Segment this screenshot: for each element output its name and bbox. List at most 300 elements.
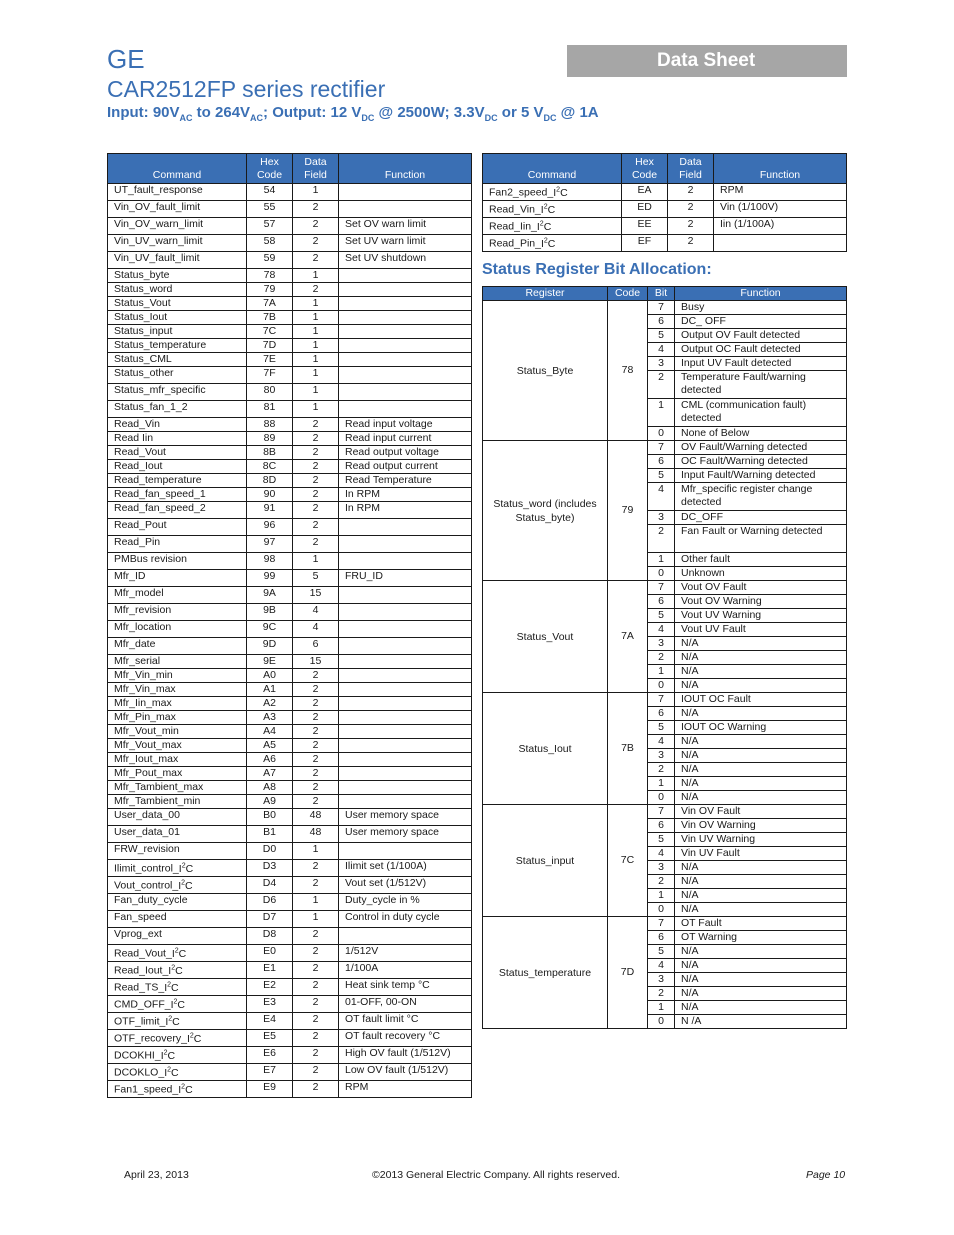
command-cell [108,353,247,367]
bit-function: N/A [675,903,847,917]
command-row [108,945,472,962]
command-row [108,1064,472,1081]
command-name: OTF_recovery_ [114,1032,187,1045]
command-name: Read_fan_speed_2 [114,502,206,514]
bit-function: Input Fault/Warning detected [675,469,847,483]
function-cell [339,767,472,781]
data-field-cell: 2 [293,1047,339,1064]
command-row [108,711,472,725]
command-cell [108,218,247,235]
product-title: CAR2512FP series rectifier [107,76,386,102]
function-cell: RPM [714,184,847,201]
bit-function: None of Below [675,427,847,441]
command-name: PMBus revision [114,553,187,565]
col-function: Function [714,154,847,184]
hex-code-cell: D0 [247,843,293,860]
command-cell [108,826,247,843]
data-field-cell: 2 [293,418,339,432]
command-name: User_data_01 [114,826,180,838]
command-name: Status_byte [114,269,170,281]
command-cell [483,235,622,252]
col-code: Code [608,287,648,301]
command-row [108,979,472,996]
command-name: Fan_speed [114,911,167,923]
command-row [108,553,472,570]
command-name: Read_Iout_ [114,964,169,977]
i2c-suffix: $I^2C$ [540,203,556,216]
register-code: 78 [608,301,648,441]
function-cell: High OV fault (1/512V) [339,1047,472,1064]
command-cell [108,795,247,809]
bit-number: 2 [648,525,675,553]
command-cell [108,384,247,401]
data-field-cell: 1 [293,894,339,911]
command-cell [108,1047,247,1064]
bit-function: N/A [675,749,847,763]
hex-code-cell: 98 [247,553,293,570]
status-bit-row [483,693,847,707]
hex-code-cell: E4 [247,1013,293,1030]
register-code: 7C [608,805,648,917]
command-name: Read_Vout_ [114,947,172,960]
command-cell [108,860,247,877]
function-cell: Heat sink temp °C [339,979,472,996]
hex-code-cell: E9 [247,1081,293,1098]
bit-number: 2 [648,763,675,777]
bit-number: 4 [648,847,675,861]
data-field-cell: 15 [293,655,339,669]
command-cell [108,570,247,587]
function-cell [339,384,472,401]
function-cell [339,536,472,553]
bit-function: N/A [675,777,847,791]
command-name: DCOKHI_ [114,1049,161,1062]
command-name: Mfr_Vin_min [114,669,173,681]
bit-function: Vout UV Warning [675,609,847,623]
hex-code-cell: EE [622,218,668,235]
command-cell [108,962,247,979]
bit-function: Vout UV Fault [675,623,847,637]
hex-code-cell: 58 [247,235,293,252]
command-row [108,401,472,418]
i2c-suffix: $I^2C$ [160,1049,176,1062]
command-cell [108,711,247,725]
bit-number: 3 [648,749,675,763]
function-cell: Read Temperature [339,474,472,488]
register-name: Status_word (includes Status_byte) [483,441,608,581]
bit-number: 3 [648,357,675,371]
bit-number: 5 [648,609,675,623]
data-field-cell: 2 [293,945,339,962]
bit-function: Temperature Fault/warning detected [675,371,847,399]
bit-function: N/A [675,791,847,805]
data-field-cell: 2 [293,446,339,460]
hex-code-cell: 54 [247,184,293,201]
command-name: Status_CML [114,353,172,365]
function-cell [339,753,472,767]
hex-code-cell: 7C [247,325,293,339]
command-cell [108,655,247,669]
data-field-cell: 2 [293,669,339,683]
function-cell [339,781,472,795]
function-cell [339,519,472,536]
hex-code-cell: 8D [247,474,293,488]
command-row [108,570,472,587]
status-bit-row [483,805,847,819]
hex-code-cell: E6 [247,1047,293,1064]
bit-number: 4 [648,343,675,357]
footer-date: April 23, 2013 [124,1169,189,1181]
register-name: Status_Iout [483,693,608,805]
data-field-cell: 2 [293,474,339,488]
command-cell [108,725,247,739]
command-cell [108,928,247,945]
bit-number: 5 [648,833,675,847]
data-field-cell: 2 [293,502,339,519]
command-row [108,894,472,911]
bit-function: Mfr_specific register change detected [675,483,847,511]
bit-number: 6 [648,455,675,469]
bit-number: 4 [648,735,675,749]
function-cell: In RPM [339,488,472,502]
data-field-cell: 2 [293,460,339,474]
command-row [108,446,472,460]
command-row [108,767,472,781]
col-data-field: Data Field [293,154,339,184]
command-row [483,235,847,252]
data-field-cell: 2 [293,218,339,235]
command-cell [108,1013,247,1030]
command-row [108,795,472,809]
hex-code-cell: 96 [247,519,293,536]
bit-function: Vout OV Fault [675,581,847,595]
command-row [108,474,472,488]
command-name: Status_Vout [114,297,171,309]
bit-number: 6 [648,819,675,833]
bit-number: 2 [648,371,675,399]
command-name: Vin_UV_warn_limit [114,235,203,247]
function-cell [339,283,472,297]
data-field-cell: 2 [293,697,339,711]
function-cell: Vin (1/100V) [714,201,847,218]
bit-number: 0 [648,791,675,805]
command-name: Fan2_speed_ [489,186,554,199]
function-cell [339,553,472,570]
command-row [108,739,472,753]
bit-number: 1 [648,889,675,903]
command-name: Status_other [114,367,174,379]
i2c-suffix: $I^2C$ [170,998,186,1011]
command-row [108,697,472,711]
command-row [483,218,847,235]
command-name: Status_temperature [114,339,207,351]
function-cell [339,739,472,753]
footer-page: Page 10 [806,1169,846,1181]
command-row [108,502,472,519]
command-cell [108,367,247,384]
bit-number: 4 [648,623,675,637]
command-cell [108,697,247,711]
command-name: OTF_limit_ [114,1015,166,1028]
bit-number: 1 [648,777,675,791]
command-row [108,1081,472,1098]
bit-function: Unknown [675,567,847,581]
command-name: Ilimit_control_ [114,862,179,875]
command-cell [108,767,247,781]
hex-code-cell: A3 [247,711,293,725]
function-cell: Set UV warn limit [339,235,472,252]
function-cell [339,311,472,325]
i2c-suffix: $I^2C$ [171,947,187,960]
i2c-suffix: $I^2C$ [164,1066,179,1079]
hex-code-cell: 57 [247,218,293,235]
hex-code-cell: 79 [247,283,293,297]
hex-code-cell: 7A [247,297,293,311]
data-field-cell: 1 [293,401,339,418]
command-cell [108,781,247,795]
hex-code-cell: A8 [247,781,293,795]
command-name: Read Iin [114,432,154,444]
command-row [108,339,472,353]
command-name: Mfr_model [114,587,164,599]
data-field-cell: 6 [293,638,339,655]
command-row [108,877,472,894]
i2c-suffix: $I^2C$ [540,237,556,250]
hex-code-cell: 8C [247,460,293,474]
data-field-cell: 2 [293,962,339,979]
data-field-cell: 1 [293,353,339,367]
command-name: Mfr_Tambient_min [114,795,201,807]
command-name: Read_Vin_ [489,203,541,216]
command-row [108,367,472,384]
function-cell [339,655,472,669]
function-cell: OT fault limit °C [339,1013,472,1030]
hex-code-cell: E3 [247,996,293,1013]
data-field-cell: 2 [293,767,339,781]
bit-number: 5 [648,721,675,735]
hex-code-cell: 55 [247,201,293,218]
command-name: Mfr_Pin_max [114,711,176,723]
command-name: Mfr_Iout_max [114,753,179,765]
function-cell: 1/512V [339,945,472,962]
bit-function: N/A [675,987,847,1001]
command-cell [108,536,247,553]
command-cell [108,553,247,570]
command-cell [108,184,247,201]
hex-code-cell: E1 [247,962,293,979]
command-cell [108,669,247,683]
function-cell [339,201,472,218]
function-cell [339,587,472,604]
data-field-cell: 2 [668,184,714,201]
function-cell: Read output voltage [339,446,472,460]
bit-function: N/A [675,679,847,693]
data-field-cell: 2 [293,711,339,725]
bit-number: 0 [648,1015,675,1029]
command-row [108,587,472,604]
data-field-cell: 2 [293,536,339,553]
command-table-right [482,153,847,252]
bit-function: N /A [675,1015,847,1029]
hex-code-cell: 8B [247,446,293,460]
bit-function: N/A [675,735,847,749]
hex-code-cell: EA [622,184,668,201]
command-name: Read_Pout [114,519,167,531]
register-name: Status_Vout [483,581,608,693]
bit-number: 2 [648,651,675,665]
function-cell: Read input voltage [339,418,472,432]
command-name: Fan_duty_cycle [114,894,188,906]
data-field-cell: 2 [293,928,339,945]
command-row [108,621,472,638]
bit-number: 7 [648,917,675,931]
function-cell [339,843,472,860]
command-name: Status_fan_1_2 [114,401,188,413]
i2c-suffix: $I^2C$ [178,879,193,892]
function-cell [339,697,472,711]
command-row [483,184,847,201]
i2c-suffix: $I^2C$ [536,220,552,233]
bit-function: Fan Fault or Warning detected [675,525,847,553]
command-row [108,809,472,826]
function-cell [339,184,472,201]
command-cell [108,945,247,962]
function-cell [714,235,847,252]
data-field-cell: 2 [293,235,339,252]
bit-function: Output OV Fault detected [675,329,847,343]
register-name: Status_Byte [483,301,608,441]
status-bit-row [483,581,847,595]
register-code: 79 [608,441,648,581]
command-cell [108,488,247,502]
col-command: Command [483,154,622,184]
hex-code-cell: 7E [247,353,293,367]
register-code: 7B [608,693,648,805]
command-row [108,184,472,201]
hex-code-cell: 90 [247,488,293,502]
data-field-cell: 1 [293,339,339,353]
command-name: Read_Pin_ [489,237,541,250]
function-cell: Vout set (1/512V) [339,877,472,894]
bit-number: 6 [648,707,675,721]
command-cell [108,460,247,474]
command-row [483,201,847,218]
hex-code-cell: A0 [247,669,293,683]
hex-code-cell: 9A [247,587,293,604]
command-row [108,297,472,311]
function-cell: Set OV warn limit [339,218,472,235]
i2c-suffix: $I^2C$ [186,1032,202,1045]
bit-function: N/A [675,945,847,959]
register-code: 7D [608,917,648,1029]
command-name: Mfr_Tambient_max [114,781,204,793]
command-row [108,683,472,697]
command-cell [108,297,247,311]
bit-number: 3 [648,861,675,875]
command-cell [108,252,247,269]
hex-code-cell: 88 [247,418,293,432]
data-field-cell: 15 [293,587,339,604]
function-cell: User memory space [339,809,472,826]
command-cell [108,502,247,519]
function-cell: User memory space [339,826,472,843]
bit-number: 7 [648,693,675,707]
function-cell [339,604,472,621]
command-name: Read_Iin_ [489,220,537,233]
function-cell [339,339,472,353]
command-cell [108,432,247,446]
hex-code-cell: D8 [247,928,293,945]
function-cell: Duty_cycle in % [339,894,472,911]
function-cell [339,297,472,311]
hex-code-cell: A7 [247,767,293,781]
command-cell [108,739,247,753]
data-field-cell: 2 [293,795,339,809]
command-name: Mfr_Pout_max [114,767,183,779]
col-hex-code: Hex Code [622,154,668,184]
command-name: Vin_OV_fault_limit [114,201,201,213]
register-name: Status_temperature [483,917,608,1029]
command-cell [108,269,247,283]
data-field-cell: 2 [293,860,339,877]
command-row [108,725,472,739]
command-name: Read_fan_speed_1 [114,488,206,500]
command-name: Status_word [114,283,173,295]
bit-function: IOUT OC Warning [675,721,847,735]
hex-code-cell: E5 [247,1030,293,1047]
data-field-cell: 2 [293,996,339,1013]
function-cell [339,711,472,725]
command-row [108,201,472,218]
hex-code-cell: 9E [247,655,293,669]
bit-number: 1 [648,665,675,679]
hex-code-cell: E2 [247,979,293,996]
function-cell: Ilimit set (1/100A) [339,860,472,877]
function-cell [339,795,472,809]
command-name: Mfr_ID [114,570,146,582]
bit-number: 6 [648,931,675,945]
command-name: Vout_control_ [114,879,179,892]
command-row [108,1047,472,1064]
command-cell [108,446,247,460]
bit-function: IOUT OC Fault [675,693,847,707]
bit-function: N/A [675,637,847,651]
command-cell [483,201,622,218]
command-cell [108,418,247,432]
command-name: Read_Iout [114,460,163,472]
bit-number: 7 [648,301,675,315]
function-cell [339,367,472,384]
function-cell: 1/100A [339,962,472,979]
spec-line: Input: $90V_{AC}$ to $264V_{AC}$; Output: 12 $V_{DC}$ @ 2500W; $3.3V_{DC}$ or 5 $V_{DC}$ @ 1A [107,104,599,123]
command-cell [108,621,247,638]
function-cell: RPM [339,1081,472,1098]
command-cell [108,1081,247,1098]
command-cell [108,638,247,655]
command-cell [108,604,247,621]
function-cell: In RPM [339,502,472,519]
bit-number: 5 [648,329,675,343]
bit-number: 6 [648,595,675,609]
command-table-left [107,153,472,1098]
command-name: Mfr_revision [114,604,172,616]
function-cell: 01-OFF, 00-ON [339,996,472,1013]
data-field-cell: 1 [293,553,339,570]
hex-code-cell: ED [622,201,668,218]
hex-code-cell: A9 [247,795,293,809]
command-row [108,460,472,474]
command-name: Mfr_location [114,621,172,633]
